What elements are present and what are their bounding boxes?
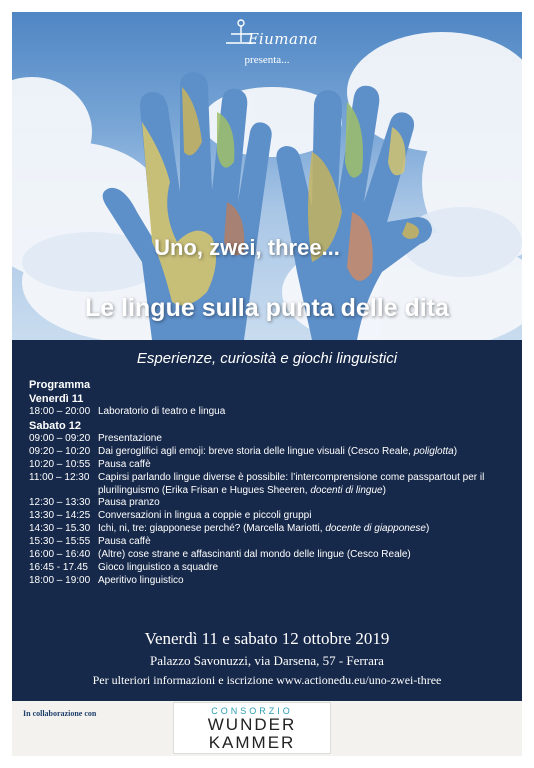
program-desc: Gioco linguistico a squadre bbox=[98, 561, 219, 573]
program-desc: Pausa pranzo bbox=[98, 497, 160, 509]
program-row bbox=[29, 562, 514, 575]
info-panel bbox=[12, 340, 522, 701]
subtitle: Esperienze, curiosità e giochi linguistici bbox=[136, 350, 398, 367]
program-time: 13:30 – 14:25 bbox=[29, 510, 91, 522]
program-time: 18:00 – 19:00 bbox=[29, 574, 91, 586]
poster bbox=[12, 12, 522, 756]
program-row bbox=[29, 446, 514, 459]
program-desc-text: Capirsi parlando lingue diverse è possibile: l’intercomprensione come passpartout per il plurilinguismo (Erika Frisan e Hugues Sheeren, bbox=[98, 471, 485, 496]
program-time: 14:30 – 15.30 bbox=[29, 523, 91, 535]
partner-logo-mid: WUNDER bbox=[207, 715, 297, 734]
program-desc: Pausa caffè bbox=[98, 458, 151, 470]
partner-logo-bot: KAMMER bbox=[208, 733, 296, 752]
day-heading-friday: Venerdì 11 bbox=[29, 393, 84, 405]
brand-header bbox=[12, 30, 522, 66]
more-info-link[interactable]: Per ulteriori informazioni e iscrizione www.actionedu.eu/uno-zwei-three bbox=[92, 673, 442, 687]
program-time: 16:00 – 16:40 bbox=[29, 549, 91, 561]
program-heading: Programma bbox=[29, 379, 91, 391]
program-desc bbox=[98, 446, 514, 459]
program-desc: Conversazioni in lingua a coppie e piccoli gruppi bbox=[98, 510, 312, 522]
program-row bbox=[29, 523, 514, 536]
program-time: 09:20 – 10:20 bbox=[29, 445, 91, 457]
program-row bbox=[29, 536, 514, 549]
program-desc-close: ) bbox=[425, 523, 430, 535]
program-desc-text: Ichi, ni, tre: giapponese perché? (Marcella Mariotti, bbox=[98, 523, 326, 535]
program-desc-close: ) bbox=[453, 445, 458, 457]
event-dates: Venerdì 11 e sabato 12 ottobre 2019 bbox=[144, 629, 390, 648]
program-row bbox=[29, 549, 514, 562]
program-desc bbox=[98, 472, 514, 498]
program-desc-close: ) bbox=[382, 484, 386, 496]
brand-name: Fiumana bbox=[247, 30, 319, 48]
program-row bbox=[29, 406, 514, 419]
program-time: 10:20 – 10:55 bbox=[29, 458, 91, 470]
program-time: 15:30 – 15:55 bbox=[29, 536, 91, 548]
program-desc: Aperitivo linguistico bbox=[98, 574, 184, 586]
program-desc: (Altre) cose strane e affascinanti dal mondo delle lingue (Cesco Reale) bbox=[98, 549, 411, 561]
program-row bbox=[29, 510, 514, 523]
footer bbox=[12, 701, 522, 756]
partner-logo-top: CONSORZIO bbox=[211, 706, 293, 716]
partner-logo bbox=[173, 702, 331, 754]
title-line-1: Uno, zwei, three... bbox=[154, 235, 340, 260]
hero-image bbox=[12, 12, 522, 340]
program-desc bbox=[98, 523, 514, 536]
program-row bbox=[29, 575, 514, 588]
presents-text: presenta... bbox=[244, 54, 290, 66]
program-desc-role: docente di giapponese bbox=[325, 523, 426, 535]
brand-logo bbox=[216, 30, 318, 48]
program-row bbox=[29, 472, 514, 498]
program-row bbox=[29, 497, 514, 510]
program-time: 11:00 – 12:30 bbox=[29, 471, 90, 483]
program-row bbox=[29, 459, 514, 472]
collaboration-label: In collaborazione con bbox=[23, 709, 97, 718]
program-time: 18:00 – 20:00 bbox=[29, 406, 91, 417]
title-line-2: Le lingue sulla punta delle dita bbox=[85, 294, 449, 322]
program-desc-role: docenti di lingue bbox=[310, 484, 383, 496]
program-time: 09:00 – 09:20 bbox=[29, 432, 91, 444]
program-time: 16:45 - 17.45 bbox=[29, 561, 88, 573]
program-desc-text: Dai geroglifici agli emoji: breve storia delle lingue visuali (Cesco Reale, bbox=[98, 445, 414, 457]
program-desc: Pausa caffè bbox=[98, 536, 151, 548]
event-venue: Palazzo Savonuzzi, via Darsena, 57 - Ferrara bbox=[150, 653, 384, 668]
day-heading-saturday: Sabato 12 bbox=[29, 419, 81, 432]
program-row bbox=[29, 433, 514, 446]
program-desc: Presentazione bbox=[98, 432, 162, 444]
program bbox=[29, 378, 514, 588]
program-desc-role: poliglotta bbox=[413, 445, 454, 457]
program-desc: Laboratorio di teatro e lingua bbox=[98, 406, 226, 417]
program-time: 12:30 – 13:30 bbox=[29, 497, 91, 509]
